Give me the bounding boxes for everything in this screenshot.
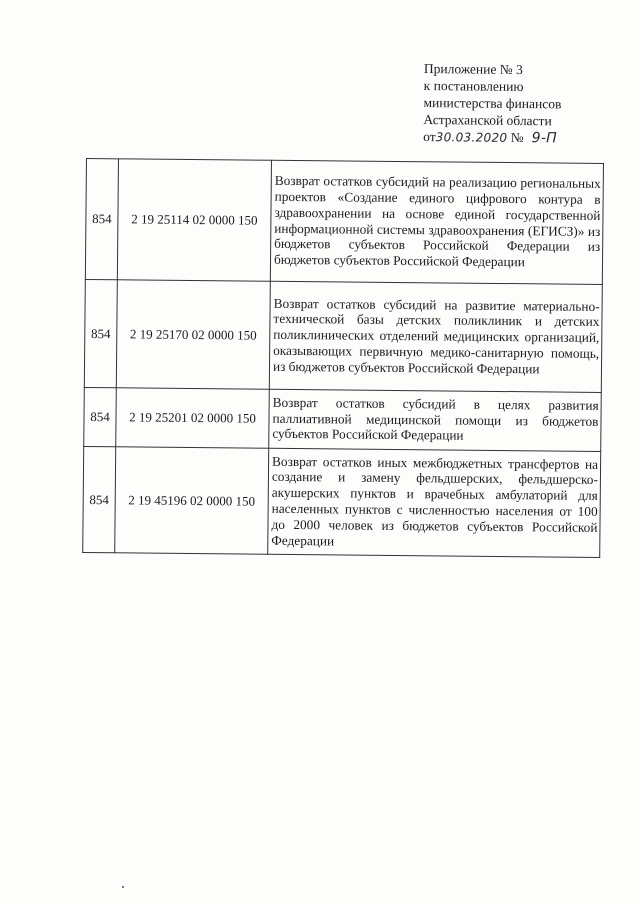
admin-code-cell: 854: [83, 446, 116, 552]
kbk-code-cell: 2 19 45196 02 0000 150: [115, 447, 269, 554]
description-cell: Возврат остатков субсидий на реализацию региональных проектов «Создание единого цифрового контура в здравоохранении на основе единой государственной информационной системы здравоохранения (ЕГИСЗ)» из бюджетов субъектов Российской Федерации из бюджетов субъектов Российской Федерации: [270, 160, 603, 284]
budget-codes-table: [82, 158, 604, 558]
admin-code-cell: 854: [85, 159, 118, 280]
appendix-line-resolution: к постановлению: [423, 77, 524, 95]
appendix-date-line: [423, 128, 623, 148]
table-row: [85, 159, 603, 285]
admin-code-cell: 854: [84, 279, 117, 387]
table-row: [84, 279, 602, 392]
date-prefix: от: [423, 128, 436, 145]
appendix-line-ministry: министерства финансов: [423, 94, 562, 112]
description-cell: Возврат остатков иных межбюджетных трансфертов на создание и замену фельдшерских, фельдшерско-акушерских пунктов и врачебных амбулаторий для населенных пунктов с численностью населения от 100 до 2000 человек из бюджетов субъектов Российской Федерации: [268, 448, 601, 557]
table-row: [84, 387, 602, 451]
table-row: [83, 446, 601, 557]
appendix-line-region: Астраханской области: [423, 111, 552, 129]
handwritten-number: 9-П: [531, 130, 558, 147]
budget-codes-table-wrapper: [82, 158, 604, 558]
kbk-code-cell: 2 19 25114 02 0000 150: [117, 159, 271, 281]
admin-code-cell: 854: [84, 387, 117, 446]
number-label: №: [510, 129, 524, 146]
description-cell: Возврат остатков субсидий на развитие материально-технической базы детских поликлиник и детских поликлинических отделений медицинских организаций, оказывающих первичную медико-санитарную помощь, из бюджетов субъектов Российской Федерации: [269, 281, 602, 392]
appendix-title: Приложение № 3: [423, 60, 523, 78]
kbk-code-cell: 2 19 25170 02 0000 150: [116, 280, 270, 389]
scan-speck: [122, 886, 124, 888]
appendix-header: [423, 60, 624, 148]
kbk-code-cell: 2 19 25201 02 0000 150: [116, 388, 270, 448]
handwritten-date: 30.03.2020: [435, 130, 508, 145]
description-cell: Возврат остатков субсидий в целях развития паллиативной медицинской помощи из бюджетов субъектов Российской Федерации: [269, 389, 602, 451]
